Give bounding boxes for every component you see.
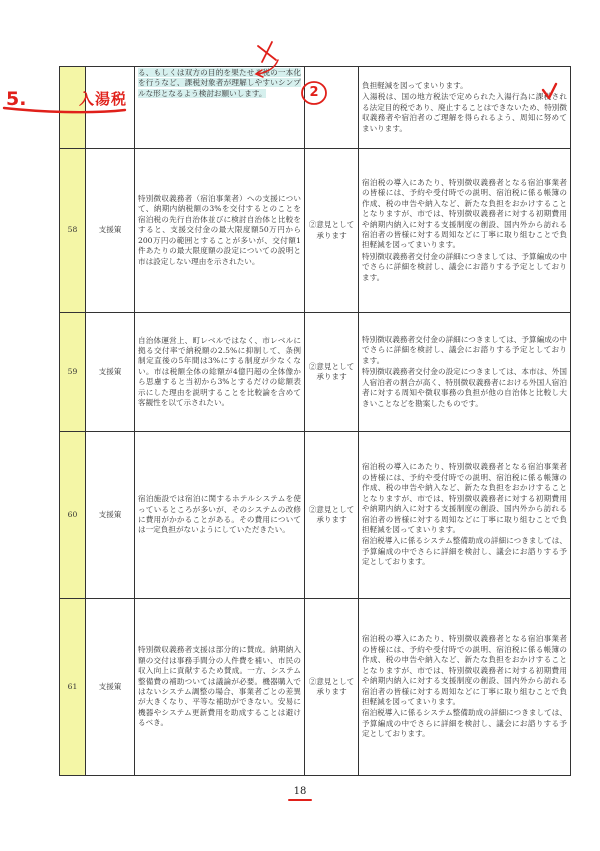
response-paragraph: 特別徴収義務者交付金の詳細につきましては、予算編成の中でさらに詳細を検討し、議会にお諮りする予定としております。 <box>362 251 567 282</box>
row-number-cell: 61 <box>60 599 86 776</box>
response-paragraph: 宿泊税の導入にあたり、特別徴収義務者となる宿泊事業者の皆様には、予約や受付時での説明、宿泊税に係る帳簿の作成、税の申告や納入など、新たな負担をおかけすることとなりますが、市では、特別徴収義務者に対する初期費用や納期内納入に対する支援制度の創設、国内外から訪れる宿泊者の皆様に対する周知などに丁寧に取り組むことで負担軽減を図ってまいります。 <box>362 177 567 250</box>
response-paragraph: 宿泊税の導入にあたり、特別徴収義務者となる宿泊事業者の皆様には、予約や受付時での説明、宿泊税に係る帳簿の作成、税の申告や納入など、新たな負担をおかけすることとなりますが、市では、特別徴収義務者に対する初期費用や納期内納入に対する支援制度の創設、国内外から訪れる宿泊者の皆様に対する周知などに丁寧に取り組むことで負担軽減を図ってまいります。 <box>362 462 567 534</box>
handwritten-note-text: 入湯税 <box>79 90 128 108</box>
response-cell <box>359 599 571 776</box>
row-number-cell: 58 <box>60 149 86 313</box>
opinion-cell: 自治体運営上、町レベルではなく、市レベルに拠る交付率で納税額の2.5%に抑制して、条例制定直後の5年間は3%にする制度が少なくない。市は税額全体の総額が4億円超の全体像から思慮すると当初から3%とするだけの総額表示にした理由を説明することを比較論を含めて客観性を以て示されたい。 <box>135 313 305 432</box>
category-cell: 支援策 <box>86 599 135 776</box>
opinion-response-table <box>59 66 571 776</box>
table-row <box>60 599 571 776</box>
category-cell: 支援策 <box>86 149 135 313</box>
opinion-text: る、もしくは双方の目的を果たせる税の一本化を行うなど、課税対象者が理解しやすいシンプルな形となるよう検討お願いします。 <box>138 68 301 98</box>
table-row <box>60 149 571 313</box>
handwritten-note-number: 5. <box>6 88 27 110</box>
status-cell: ②意見として承ります <box>305 599 359 776</box>
category-cell: 支援策 <box>86 313 135 432</box>
page-number: 18 <box>293 786 307 797</box>
response-paragraph: 宿泊税導入に係るシステム整備助成の詳細につきましては、予算編成の中でさらに詳細を検討し、議会にお諮りする予定としております。 <box>362 708 567 739</box>
status-cell: ②意見として承ります <box>305 313 359 432</box>
response-paragraph: 負担軽減を図ってまいります。 <box>362 80 468 90</box>
response-cell <box>359 432 571 599</box>
opinion-cell: 宿泊施設では宿泊に関するホテルシステムを使っているところが多いが、そのシステムの改修に費用がかかることがある。その費用については一定負担がないようにしていただきたい。 <box>135 432 305 599</box>
status-cell: ②意見として承ります <box>305 149 359 313</box>
table-row <box>60 432 571 599</box>
response-paragraph: 宿泊税の導入にあたり、特別徴収義務者となる宿泊事業者の皆様には、予約や受付時での説明、宿泊税に係る帳簿の作成、税の申告や納入など、新たな負担をおかけすることとなりますが、市では、特別徴収義務者に対する初期費用や納期内納入に対する支援制度の創設、国内外から訪れる宿泊者の皆様に対する周知などに丁寧に取り組むことで負担軽減を図ってまいります。 <box>362 634 567 706</box>
row-number-cell <box>60 67 86 149</box>
response-cell <box>359 149 571 313</box>
table-row <box>60 313 571 432</box>
table-row-continued <box>60 67 571 149</box>
row-number-cell: 59 <box>60 313 86 432</box>
response-paragraph: 宿泊税導入に係るシステム整備助成の詳細につきましては、予算編成の中でさらに詳細を検討し、議会にお諮りする予定としております。 <box>362 536 567 567</box>
x-mark <box>258 42 276 62</box>
opinion-cell <box>135 67 305 149</box>
status-cell <box>305 67 359 149</box>
status-cell: ②意見として承ります <box>305 432 359 599</box>
response-cell <box>359 313 571 432</box>
row-number-cell: 60 <box>60 432 86 599</box>
category-cell <box>86 67 135 149</box>
opinion-cell: 特別徴収義務者（宿泊事業者）への支援について、納期内納税額の3%を交付するとのことを宿泊税の先行自治体並びに検討自治体と比較をすると、支援交付金の最大限度額50万円から200万円の範囲とすることが多いが、交付額1件あたりの最大限度額の設定についての説明と市は設定しない理由を示されたい。 <box>135 149 305 313</box>
category-cell: 支援策 <box>86 432 135 599</box>
response-paragraph: 特別徴収義務者交付金の設定につきましては、本市は、外国人宿泊者の割合が高く、特別徴収義務者における外国人宿泊者に対する周知や徴収事務の負担が他の自治体と比較し大きいことなどを勘案したものです。 <box>362 367 567 408</box>
opinion-cell: 特別徴収義務者支援は部分的に賛成。納期納入額の交付は事務手間分の人件費を補い、市民の収入向上に貢献するため賛成。一方、システム整備費の補助ついては議論が必要。機器購入ではないシステム調整の場合、事業者ごとの差異が大きくなり、平等な補助ができない。安易に機器やシステム更新費用を助成することは避けるべき。 <box>135 599 305 776</box>
response-cell <box>359 67 571 149</box>
response-paragraph: 特別徴収義務者交付金の詳細につきましては、予算編成の中でさらに詳細を検討し、議会にお諮りする予定としております。 <box>362 335 567 365</box>
circled-number: 2 <box>309 85 319 100</box>
response-paragraph: 入湯税は、国の地方税法で定められた入湯行為に課税される法定目的税であり、廃止することはできないため、特別徴収義務者や宿泊者のご理解を得られるよう、周知に努めてまいります。 <box>362 92 567 133</box>
